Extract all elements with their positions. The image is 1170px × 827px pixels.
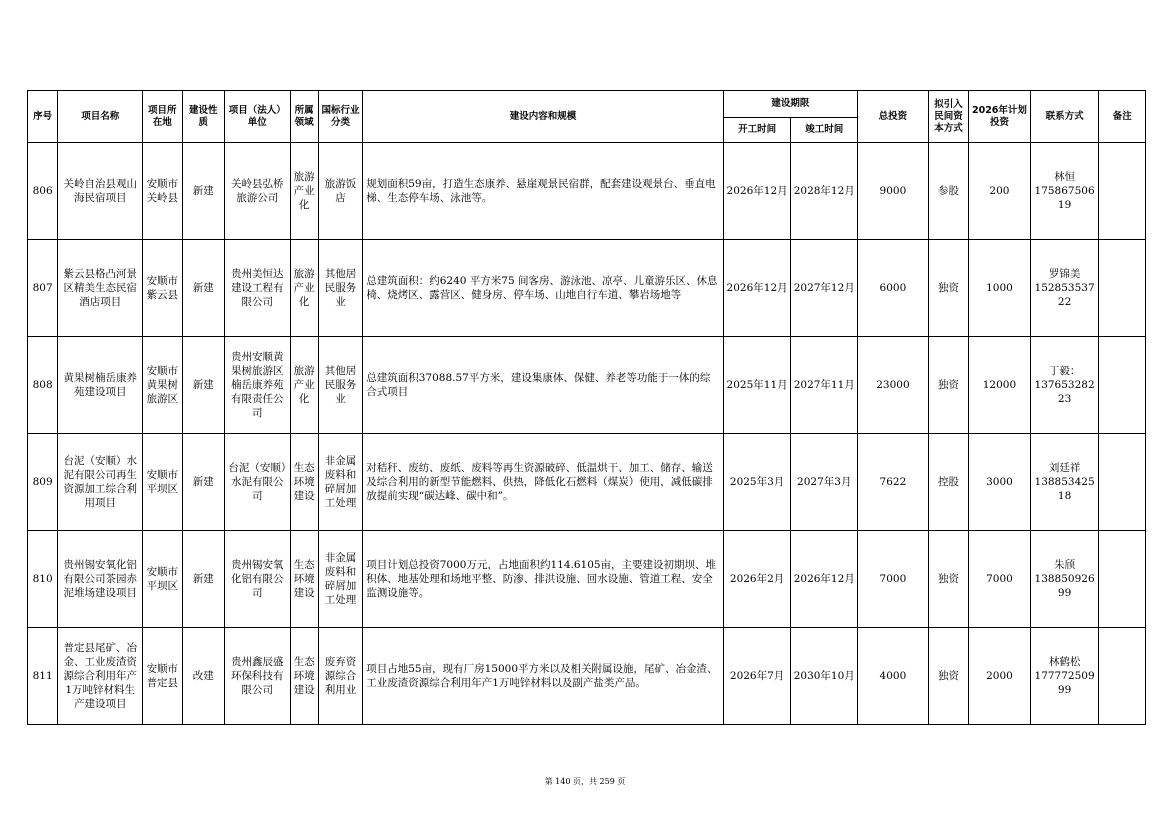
cell-unit: 贵州美恒达建设工程有限公司 (224, 240, 290, 337)
table-row (28, 143, 1146, 240)
cell-content: 项目占地55亩，现有厂房15000平方米以及相关附属设施，尾矿、冶金渣、工业废渣资源综合利用年产1万吨锌材料以及副产盐类产品。 (363, 628, 724, 725)
header-period: 建设期限 (723, 91, 857, 118)
cell-name: 台泥（安顺）水泥有限公司再生资源加工综合利用项目 (58, 434, 143, 531)
cell-contact (1030, 434, 1099, 531)
cell-contact (1030, 143, 1099, 240)
contact-name: 罗锦美 (1048, 268, 1081, 280)
cell-content: 总建筑面积：约6240 平方米75 间客房、游泳池、凉亭、儿童游乐区、休息椅、烧烤区、露营区、健身房、停车场、山地自行车道、攀岩场地等 (363, 240, 724, 337)
cell-location: 安顺市普定县 (143, 628, 182, 725)
cell-method: 独资 (928, 240, 968, 337)
cell-contact (1030, 240, 1099, 337)
contact-name: 林恒 (1054, 171, 1076, 183)
header-start: 开工时间 (723, 118, 791, 143)
contact-phone: 13885092699 (1034, 573, 1095, 599)
cell-industry: 其他居民服务业 (318, 337, 362, 434)
cell-total: 9000 (858, 143, 929, 240)
table-row (28, 337, 1146, 434)
cell-seq: 806 (28, 143, 58, 240)
header-unit: 项目（法人）单位 (224, 91, 290, 143)
table-row (28, 628, 1146, 725)
cell-method: 独资 (928, 337, 968, 434)
cell-note (1099, 628, 1146, 725)
header-industry: 国标行业分类 (318, 91, 362, 143)
cell-unit: 贵州安顺黄果树旅游区楠岳康养苑有限责任公司 (224, 337, 290, 434)
cell-seq: 809 (28, 434, 58, 531)
cell-note (1099, 531, 1146, 628)
cell-field: 旅游产业化 (290, 240, 318, 337)
header-name: 项目名称 (58, 91, 143, 143)
cell-plan: 200 (969, 143, 1031, 240)
cell-total: 4000 (858, 628, 929, 725)
cell-name: 普定县尾矿、冶金、工业废渣资源综合利用年产1万吨锌材料生产建设项目 (58, 628, 143, 725)
cell-method: 独资 (928, 628, 968, 725)
cell-note (1099, 240, 1146, 337)
cell-note (1099, 434, 1146, 531)
cell-unit: 关岭县弘桥旅游公司 (224, 143, 290, 240)
cell-total: 23000 (858, 337, 929, 434)
cell-plan: 2000 (969, 628, 1031, 725)
cell-total: 6000 (858, 240, 929, 337)
cell-end: 2028年12月 (791, 143, 858, 240)
cell-field: 生态环境建设 (290, 628, 318, 725)
cell-end: 2030年10月 (791, 628, 858, 725)
cell-unit: 贵州鑫辰盛环保科技有限公司 (224, 628, 290, 725)
table-row (28, 240, 1146, 337)
header-total: 总投资 (858, 91, 929, 143)
cell-start: 2026年7月 (723, 628, 791, 725)
cell-location: 安顺市关岭县 (143, 143, 182, 240)
cell-note (1099, 337, 1146, 434)
contact-name: 林鹤松 (1048, 656, 1081, 668)
cell-nature: 新建 (182, 240, 224, 337)
cell-name: 关岭自治县观山海民宿项目 (58, 143, 143, 240)
header-nature: 建设性质 (182, 91, 224, 143)
table-body (28, 143, 1146, 725)
header-content: 建设内容和规模 (363, 91, 724, 143)
cell-industry: 废弃资源综合利用业 (318, 628, 362, 725)
cell-nature: 改建 (182, 628, 224, 725)
cell-seq: 808 (28, 337, 58, 434)
header-location: 项目所在地 (143, 91, 182, 143)
cell-industry: 其他居民服务业 (318, 240, 362, 337)
cell-unit: 贵州锡安氧化铝有限公司 (224, 531, 290, 628)
header-note: 备注 (1099, 91, 1146, 143)
cell-method: 控股 (928, 434, 968, 531)
contact-phone: 17586750619 (1034, 185, 1095, 211)
header-field: 所属领域 (290, 91, 318, 143)
cell-method: 参股 (928, 143, 968, 240)
cell-start: 2025年11月 (723, 337, 791, 434)
cell-location: 安顺市紫云县 (143, 240, 182, 337)
cell-nature: 新建 (182, 143, 224, 240)
cell-contact (1030, 531, 1099, 628)
project-table (27, 90, 1146, 725)
table-row (28, 434, 1146, 531)
cell-note (1099, 143, 1146, 240)
cell-location: 安顺市平坝区 (143, 531, 182, 628)
cell-end: 2026年12月 (791, 531, 858, 628)
cell-seq: 807 (28, 240, 58, 337)
header-contact: 联系方式 (1030, 91, 1099, 143)
cell-plan: 1000 (969, 240, 1031, 337)
cell-contact (1030, 337, 1099, 434)
cell-name: 紫云县格凸河景区精美生态民宿酒店项目 (58, 240, 143, 337)
cell-unit: 台泥（安顺）水泥有限公司 (224, 434, 290, 531)
header-plan: 2026年计划投资 (969, 91, 1031, 143)
header-seq: 序号 (28, 91, 58, 143)
cell-contact (1030, 628, 1099, 725)
cell-end: 2027年3月 (791, 434, 858, 531)
contact-name: 刘廷祥 (1048, 462, 1081, 474)
cell-nature: 新建 (182, 434, 224, 531)
cell-industry: 非金属废料和碎屑加工处理 (318, 434, 362, 531)
cell-nature: 新建 (182, 531, 224, 628)
cell-field: 旅游产业化 (290, 143, 318, 240)
contact-phone: 13765328223 (1034, 379, 1095, 405)
cell-name: 黄果树楠岳康养苑建设项目 (58, 337, 143, 434)
cell-nature: 新建 (182, 337, 224, 434)
cell-location: 安顺市黄果树旅游区 (143, 337, 182, 434)
contact-phone: 13885342518 (1034, 476, 1095, 502)
contact-phone: 17777250999 (1034, 670, 1095, 696)
cell-field: 旅游产业化 (290, 337, 318, 434)
cell-field: 生态环境建设 (290, 434, 318, 531)
contact-phone: 15285353722 (1034, 282, 1095, 308)
page-footer: 第 140 页，共 259 页 (544, 777, 626, 786)
cell-plan: 7000 (969, 531, 1031, 628)
cell-total: 7000 (858, 531, 929, 628)
cell-start: 2026年12月 (723, 143, 791, 240)
cell-name: 贵州锡安氧化铝有限公司茶园赤泥堆场建设项目 (58, 531, 143, 628)
cell-end: 2027年11月 (791, 337, 858, 434)
cell-plan: 3000 (969, 434, 1031, 531)
header-end: 竣工时间 (791, 118, 858, 143)
cell-method: 独资 (928, 531, 968, 628)
cell-total: 7622 (858, 434, 929, 531)
cell-field: 生态环境建设 (290, 531, 318, 628)
cell-content: 对秸秆、废纺、废纸、废料等再生资源破碎、低温烘干、加工、储存、输送及综合利用的新型节能燃料、供热，降低化石燃料（煤炭）使用，减低碳排放提前实现“碳达峰、碳中和”。 (363, 434, 724, 531)
cell-industry: 非金属废料和碎屑加工处理 (318, 531, 362, 628)
header-method: 拟引入民间资本方式 (928, 91, 968, 143)
cell-start: 2026年12月 (723, 240, 791, 337)
cell-location: 安顺市平坝区 (143, 434, 182, 531)
cell-start: 2025年3月 (723, 434, 791, 531)
table-header (28, 91, 1146, 143)
cell-content: 项目计划总投资7000万元，占地面积约114.6105亩，主要建设初期坝、堆积体、地基处理和场地平整、防渗、排洪设施、回水设施、管道工程、安全监测设施等。 (363, 531, 724, 628)
table-row (28, 531, 1146, 628)
cell-content: 总建筑面积37088.57平方米，建设集康体、保健、养老等功能于一体的综合式项目 (363, 337, 724, 434)
cell-seq: 811 (28, 628, 58, 725)
contact-name: 丁毅： (1048, 365, 1081, 377)
contact-name: 朱颀 (1054, 559, 1076, 571)
cell-seq: 810 (28, 531, 58, 628)
cell-industry: 旅游饭店 (318, 143, 362, 240)
cell-plan: 12000 (969, 337, 1031, 434)
cell-end: 2027年12月 (791, 240, 858, 337)
cell-content: 规划面积59亩，打造生态康养、悬崖观景民宿群，配套建设观景台、垂直电梯、生态停车场、泳池等。 (363, 143, 724, 240)
cell-start: 2026年2月 (723, 531, 791, 628)
